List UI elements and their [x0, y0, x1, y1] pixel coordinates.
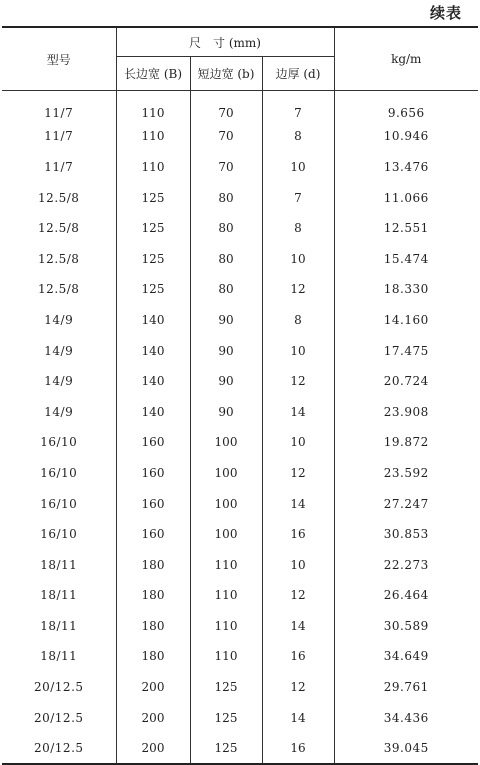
table-row	[2, 243, 478, 274]
cell-short-side: 90	[190, 396, 262, 427]
table-row	[2, 182, 478, 213]
cell-model: 16/10	[2, 458, 116, 489]
header-short-side: 短边宽 (b)	[190, 57, 262, 91]
cell-mass: 29.761	[383, 680, 429, 695]
cell-long-side: 110	[116, 121, 190, 152]
cell-long-side: 125	[116, 274, 190, 305]
cell-model: 16/10	[2, 519, 116, 550]
cell-model: 14/9	[2, 366, 116, 397]
cell-long-side: 160	[116, 427, 190, 458]
cell-thickness: 12	[262, 274, 334, 305]
cell-long-side: 200	[116, 733, 190, 764]
cell-thickness: 14	[262, 488, 334, 519]
cell-mass: 15.474	[383, 251, 429, 266]
cell-thickness: 12	[262, 580, 334, 611]
cell-thickness: 8	[262, 121, 334, 152]
cell-thickness: 8	[262, 305, 334, 336]
cell-short-side: 110	[190, 641, 262, 672]
table-row	[2, 396, 478, 427]
cell-short-side: 125	[190, 672, 262, 703]
cell-mass: 34.649	[383, 649, 429, 664]
cell-model: 20/12.5	[2, 672, 116, 703]
cell-long-side: 180	[116, 611, 190, 642]
table-row	[2, 458, 478, 489]
cell-model: 11/7	[2, 152, 116, 183]
cell-model: 12.5/8	[2, 213, 116, 244]
header-dimensions: 尺 寸 (mm)	[116, 27, 334, 57]
cell-short-side: 80	[190, 182, 262, 213]
cell-mass: 17.475	[383, 343, 429, 358]
cell-long-side: 110	[116, 152, 190, 183]
cell-long-side: 125	[116, 182, 190, 213]
cell-long-side: 180	[116, 641, 190, 672]
cell-long-side: 180	[116, 549, 190, 580]
table-row	[2, 152, 478, 183]
table-row	[2, 213, 478, 244]
table-row	[2, 274, 478, 305]
cell-model: 18/11	[2, 641, 116, 672]
table-body	[2, 91, 478, 764]
table-row	[2, 702, 478, 733]
cell-short-side: 70	[190, 152, 262, 183]
cell-thickness: 7	[262, 91, 334, 122]
table-row	[2, 549, 478, 580]
cell-model: 12.5/8	[2, 274, 116, 305]
cell-mass: 34.436	[383, 710, 429, 725]
cell-short-side: 100	[190, 458, 262, 489]
cell-model: 16/10	[2, 427, 116, 458]
table-row	[2, 335, 478, 366]
cell-long-side: 110	[116, 91, 190, 122]
header-long-side: 长边宽 (B)	[116, 57, 190, 91]
cell-model: 14/9	[2, 305, 116, 336]
cell-short-side: 70	[190, 121, 262, 152]
cell-long-side: 200	[116, 672, 190, 703]
cell-mass: 27.247	[383, 496, 429, 511]
cell-mass: 9.656	[387, 106, 425, 121]
cell-short-side: 80	[190, 243, 262, 274]
cell-model: 12.5/8	[2, 243, 116, 274]
cell-short-side: 80	[190, 274, 262, 305]
cell-short-side: 90	[190, 366, 262, 397]
cell-short-side: 125	[190, 702, 262, 733]
cell-mass: 10.946	[383, 129, 429, 144]
continued-label: 续表	[429, 4, 462, 22]
cell-mass: 30.589	[383, 618, 429, 633]
cell-mass: 39.045	[334, 733, 478, 764]
cell-long-side: 160	[116, 458, 190, 489]
cell-long-side: 160	[116, 519, 190, 550]
cell-mass: 12.551	[383, 221, 429, 236]
table-row	[2, 366, 478, 397]
header-mass-unit: kg/m	[334, 27, 478, 91]
cell-mass: 14.160	[383, 312, 429, 327]
cell-long-side: 200	[116, 702, 190, 733]
cell-long-side: 140	[116, 366, 190, 397]
cell-mass: 19.872	[383, 435, 429, 450]
cell-model: 11/7	[2, 121, 116, 152]
cell-long-side: 140	[116, 305, 190, 336]
cell-thickness: 12	[262, 458, 334, 489]
cell-short-side: 110	[190, 580, 262, 611]
cell-short-side: 125	[190, 733, 262, 764]
cell-long-side: 140	[116, 335, 190, 366]
table-row	[2, 672, 478, 703]
cell-model: 18/11	[2, 549, 116, 580]
cell-model: 20/12.5	[2, 733, 116, 764]
cell-short-side: 110	[190, 611, 262, 642]
table-row	[2, 427, 478, 458]
table-row	[2, 641, 478, 672]
cell-long-side: 160	[116, 488, 190, 519]
cell-thickness: 14	[262, 611, 334, 642]
cell-short-side: 100	[190, 488, 262, 519]
cell-long-side: 140	[116, 396, 190, 427]
cell-model: 14/9	[2, 335, 116, 366]
cell-model: 14/9	[2, 396, 116, 427]
cell-model: 11/7	[2, 91, 116, 122]
cell-mass: 18.330	[383, 282, 429, 297]
cell-thickness: 10	[262, 549, 334, 580]
table-row	[2, 488, 478, 519]
cell-thickness: 7	[262, 182, 334, 213]
cell-mass: 26.464	[383, 588, 429, 603]
cell-thickness: 8	[262, 213, 334, 244]
cell-thickness: 12	[262, 672, 334, 703]
cell-short-side: 100	[190, 427, 262, 458]
cell-thickness: 10	[262, 152, 334, 183]
cell-thickness: 10	[262, 243, 334, 274]
header-thickness: 边厚 (d)	[262, 57, 334, 91]
cell-thickness: 10	[262, 335, 334, 366]
cell-short-side: 100	[190, 519, 262, 550]
cell-thickness: 16	[262, 519, 334, 550]
cell-thickness: 16	[262, 733, 334, 764]
cell-mass: 13.476	[383, 159, 429, 174]
cell-model: 20/12.5	[2, 702, 116, 733]
cell-long-side: 125	[116, 213, 190, 244]
table-row	[2, 580, 478, 611]
cell-thickness: 12	[262, 366, 334, 397]
cell-mass: 22.273	[383, 557, 429, 572]
cell-thickness: 14	[262, 396, 334, 427]
header-model: 型号	[2, 27, 116, 91]
cell-model: 18/11	[2, 580, 116, 611]
angle-steel-table	[2, 26, 478, 765]
cell-model: 18/11	[2, 611, 116, 642]
cell-thickness: 16	[262, 641, 334, 672]
cell-thickness: 14	[262, 702, 334, 733]
table-row	[2, 91, 478, 122]
cell-mass: 30.853	[383, 527, 429, 542]
cell-mass: 11.066	[383, 190, 429, 205]
cell-short-side: 80	[190, 213, 262, 244]
cell-short-side: 90	[190, 305, 262, 336]
cell-mass: 23.592	[383, 465, 429, 480]
cell-long-side: 180	[116, 580, 190, 611]
cell-model: 12.5/8	[2, 182, 116, 213]
cell-mass: 23.908	[383, 404, 429, 419]
cell-model: 16/10	[2, 488, 116, 519]
cell-long-side: 125	[116, 243, 190, 274]
table-row	[2, 121, 478, 152]
cell-thickness: 10	[262, 427, 334, 458]
cell-short-side: 90	[190, 335, 262, 366]
table-row	[2, 519, 478, 550]
table-row	[2, 611, 478, 642]
table-row	[2, 305, 478, 336]
cell-short-side: 70	[190, 91, 262, 122]
cell-short-side: 110	[190, 549, 262, 580]
cell-mass: 20.724	[383, 374, 429, 389]
